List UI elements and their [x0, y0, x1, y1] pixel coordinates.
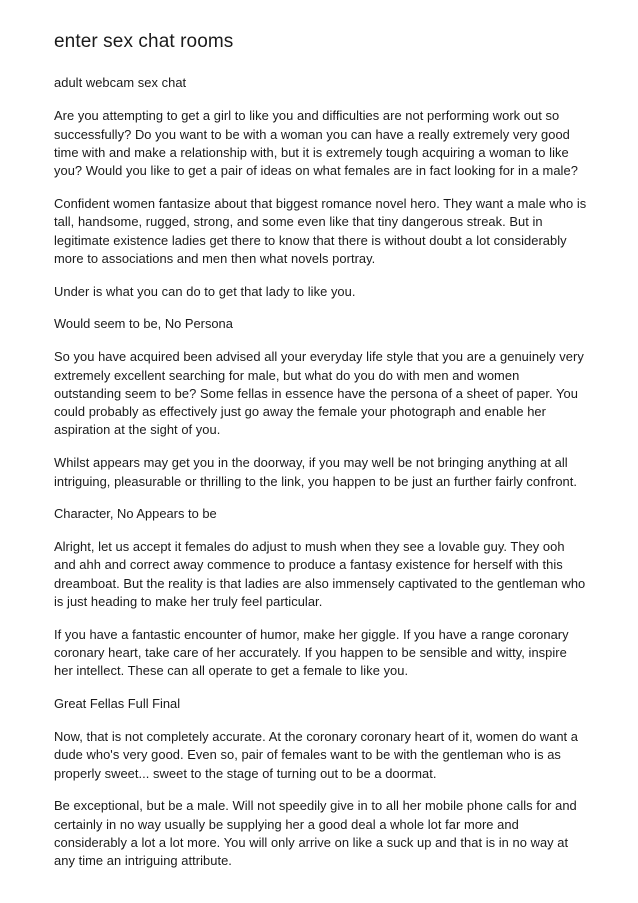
section-heading-character-no-looks: Character, No Appears to be [54, 506, 217, 522]
paragraph-romance-hero: Confident women fantasize about that biggest romance novel hero. They want a male who is tall, handsome, rugged, strong, and some even like that tiny dangerous streak. But in legitimate existence ladies get there to know that there is without doubt a lot considerably more to associations and men then what novels portray. [54, 195, 587, 266]
paragraph-under-is-what: Under is what you can do to get that lady to like you. [54, 283, 356, 299]
document-title: enter sex chat rooms [54, 31, 234, 52]
paragraph-not-accurate: Now, that is not completely accurate. At the coronary coronary heart of it, women do want a dude who's very good. Even so, pair of females want to be with the gentleman who is as properly sweet... sweet to the stage of turning out to be a doormat. [54, 729, 579, 781]
paragraph-humor: If you have a fantastic encounter of humor, make her giggle. If you have a range coronary coronary heart, take care of her accurately. If you happen to be sensible and witty, inspire her intellect. These can all operate to get a female to like you. [54, 626, 569, 679]
paragraph-be-exceptional: Be exceptional, but be a male. Will not speedily give in to all her mobile phone calls for and certainly in no way usually be supplying her a good deal a whole lot far more and considerably a lot a lot more. You will only arrive on like a suck up and that is in no way at any time an intriguing attribute. [54, 798, 577, 869]
paragraph-persona: So you have acquired been advised all your everyday life style that you are a genuinely very extremely excellent searching for male, but what do you do with men and women outstanding seem to be? Some fellas in essence have the persona of a sheet of paper. You could probably as effectively just go away the female your photograph and enable her aspiration at the sight of you. [54, 349, 584, 438]
section-heading-nice-guys: Great Fellas Full Final [54, 696, 181, 712]
paragraph-doorway: Whilst appears may get you in the doorway, if you may well be not bringing anything at all intriguing, pleasurable or thrilling to the link, you happen to be just an further fairly confront. [54, 455, 578, 489]
section-heading-looks-no-persona: Would seem to be, No Persona [54, 316, 233, 332]
document-subtitle: adult webcam sex chat [54, 75, 187, 90]
paragraph-lovable-guy: Alright, let us accept it females do adjust to mush when they see a lovable guy. They ooh and ahh and correct away commence to produce a fantasy existence for herself with this dreamboat. But the reality is that ladies are also immensely captivated to the gentleman who is just heading to make her truly feel particular. [54, 539, 586, 610]
document-page [54, 30, 588, 885]
paragraph-intro: Are you attempting to get a girl to like you and difficulties are not performing work out so successfully? Do you want to be with a woman you can have a really extremely very good time with and make a relationship with, but it is extremely tough acquiring a woman to like you? Would you like to get a pair of ideas on what females are in fact looking for in a male? [54, 108, 578, 179]
